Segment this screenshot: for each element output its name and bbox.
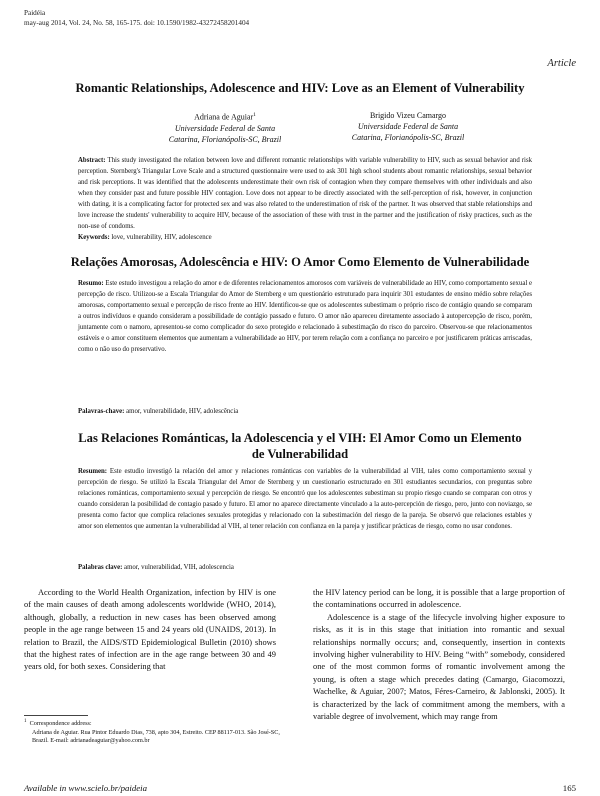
title-spanish-line-1: Las Relaciones Románticas, la Adolescencia y el VIH: El Amor Como un Elemento [78, 431, 522, 445]
keywords-portuguese [78, 407, 532, 417]
footnote-marker: 1 [24, 719, 27, 724]
keywords-text: amor, vulnerabilidad, VIH, adolescencia [122, 564, 234, 571]
keywords-label: Palabras clave: [78, 564, 123, 571]
author-2 [313, 110, 503, 143]
keywords-spanish [78, 563, 532, 573]
author-location: Catarina, Florianópolis-SC, Brazil [168, 134, 282, 144]
abstract-label: Abstract: [78, 157, 106, 164]
footnote-heading: Correspondence address: [29, 720, 92, 728]
author-location: Catarina, Florianópolis-SC, Brazil [351, 133, 465, 142]
author-1 [130, 110, 320, 145]
footnote-divider [24, 715, 88, 716]
abstract-text: Este estudio investigó la relación del amor y relaciones románticas con variables de la vulnerabilidad al VIH, tales como comportamiento sexual y percepción de riesgo. Se utilizó la Escala Triangular del Amor de Sternberg y un cuestionario estructurado en 301 estudiantes secundarios, con preguntas sobre relaciones románticas, comportamiento sexual y percepción de riesgo. Se encontró que los adolescentes subestiman su propio riesgo cuando se comparan con otros y cuando consideran la posibilidad de contagio pasado y futuro. El amor no aparece directamente vinculado a la auto-percepción de riesgo, pero, junto con noviazgo, se presenta como factor que complica relaciones sexuales protegidas y relacionado con la subestimación del riesgo de la pareja. Se observó que relaciones estables y amor son elementos que aumentan la vulnerabilidad al VIH, al tener relación con confianza en la pareja y justificar prácticas de riesgo, como no usar condones. [78, 468, 532, 530]
body-column-right [313, 587, 565, 723]
keywords-english [78, 233, 532, 243]
article-type-label: Article [547, 58, 576, 69]
journal-name: Paidéia [24, 9, 46, 17]
abstract-portuguese [78, 278, 532, 355]
body-paragraph: Adolescence is a stage of the lifecycle involving higher exposure to risks, as it is in this stage that initiation into romantic and sexual relationships normally occurs; and, consequently, insertion in contexts involving higher vulnerability to HIV. Being “with” somebody, considered one of the most common forms of romantic involvement among the young, is often a stage which precedes dating (Camargo, Giacomozzi, Wachelke, & Aguiar, 2007; Matos, Féres-Carneiro, & Jablonski, 2005). It is characterized by the lack of commitment among the members, with a variable degree of involvement, which may range from [313, 612, 565, 722]
body-paragraph: According to the World Health Organization, infection by HIV is one of the main causes of death among adolescents worldwide (WHO, 2014), although, globally, a reduction in new cases has been observed among people in the age range between 15 and 24 years old (UNAIDS, 2013). In relation to Brazil, the AIDS/STD Epidemiological Bulletin (2010) shows that the highest rates of infection are in the age range between 30 and 49 years old, for both sexes. Considering that [24, 588, 276, 672]
footnote [24, 718, 294, 746]
abstract-text: This study investigated the relation between love and different romantic relationships with variable vulnerability to HIV, such as sexual behavior and risk perception. Sternberg's Triangular Love Scale and a structured questionnaire were used to ask 301 high school students about romantic relationships, sexual behavior and risk perceptions. It was identified that the adolescents underestimate their own risk of contagion when they compare themselves with other individuals and also when they consider past and future possible HIV contagion. Love does not appear to be directly associated with the self-perception of risk, however, in conjunction with dating, it is a complicating factor for protected sex and was also related to the underestimation of risk of the partner. It was observed that stable relationships and love increase the students' vulnerability to acquire HIV, because of the association of these with trust in the partner and the justification of risky practices, such as the non-use of condoms. [78, 157, 532, 230]
footer-availability: Available in www.scielo.br/paideia [24, 783, 147, 793]
abstract-label: Resumen: [78, 468, 108, 475]
author-affiliation: Universidade Federal de Santa [174, 123, 276, 133]
title-english: Romantic Relationships, Adolescence and HIV: Love as an Element of Vulnerability [75, 81, 525, 95]
body-column-left [24, 587, 276, 674]
title-spanish [24, 430, 576, 462]
title-spanish-line-2: de Vulnerabilidad [251, 447, 349, 461]
abstract-spanish [78, 466, 532, 532]
abstract-english [78, 155, 532, 232]
body-paragraph: the HIV latency period can be long, it is possible that a large proportion of the contaminations occurred in adolescence. [313, 588, 565, 610]
page-number: 165 [562, 783, 576, 793]
footnote-address: Adriana de Aguiar. Rua Pintor Eduardo Dias, 738, apto 304, Estreito. CEP 88117-013. São José-SC, Brazil. E-mail: adrianadeaguiar@yahoo.com.br [32, 728, 280, 745]
keywords-text: love, vulnerability, HIV, adolescence [109, 234, 212, 241]
author-name: Adriana de Aguiar [194, 112, 254, 122]
title-portuguese: Relações Amorosas, Adolescência e HIV: O Amor Como Elemento de Vulnerabilidade [70, 255, 530, 269]
keywords-label: Palavras-chave: [78, 408, 125, 415]
keywords-label: Keywords: [78, 234, 110, 241]
abstract-label: Resumo: [78, 280, 104, 287]
author-name: Brigido Vizeu Camargo [369, 111, 447, 120]
keywords-text: amor, vulnerabilidade, HIV, adolescência [124, 408, 239, 415]
author-footnote-marker: 1 [253, 112, 256, 118]
journal-citation: may-aug 2014, Vol. 24, No. 58, 165-175. doi: 10.1590/1982-43272458201404 [24, 19, 250, 27]
author-affiliation: Universidade Federal de Santa [357, 122, 459, 131]
abstract-text: Este estudo investigou a relação do amor e de diferentes relacionamentos amorosos com variáveis de vulnerabilidade ao HIV, como comportamento sexual e percepção de risco. Utilizou-se a Escala Triangular do Amor de Sternberg e um questionário estruturado para inquirir 301 estudantes de ensino médio sobre relações amorosas, comportamento sexual e percepção de risco frente ao HIV. Identificou-se que os adolescentes subestimam o próprio risco de contágio quando se comparam a outros indivíduos e quando consideram a possibilidade de contágio passado e futuro. O amor não apareceu diretamente associado à autopercepção de risco, porém, juntamente com o namoro, apresentou-se como complicador do sexo protegido e relacionado à subestimação do risco do parceiro. Observou-se que relacionamentos estáveis e o amor constituem elementos que aumentam a vulnerabilidade ao HIV, por terem relação com a confiança no parceiro e por justificarem práticas arriscadas, como o não uso do preservativo. [78, 280, 532, 353]
